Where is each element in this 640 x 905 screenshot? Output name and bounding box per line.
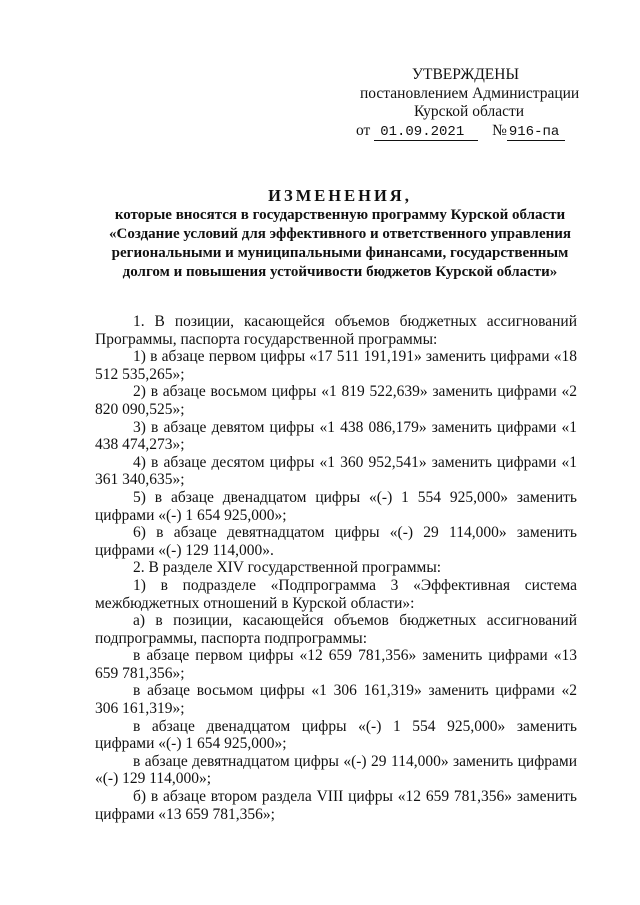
approval-line-2: Курской области: [414, 103, 525, 120]
paragraph: 1. В позиции, касающейся объемов бюджетных ассигнований Программы, паспорта государственной программы:: [95, 313, 577, 348]
paragraph: 5) в абзаце двенадцатом цифры «(-) 1 554 925,000» заменить цифрами «(-) 1 654 925,000»;: [95, 488, 577, 524]
title-line-1: которые вносятся в государственную программу Курской области: [114, 207, 566, 223]
title-line-3: региональными и муниципальными финансами, государственным: [111, 245, 569, 261]
paragraph: 4) в абзаце десятом цифры «1 360 952,541» заменить цифрами «1 361 340,635»;: [95, 453, 577, 489]
paragraph: 3) в абзаце девятом цифры «1 438 086,179» заменить цифрами «1 438 474,273»;: [95, 418, 577, 454]
paragraph: 2. В разделе XIV государственной программы:: [133, 559, 442, 577]
approval-line-1: постановлением Администрации: [360, 84, 580, 102]
paragraph: в абзаце восьмом цифры «1 306 161,319» заменить цифрами «2 306 161,319»;: [95, 682, 577, 718]
approval-date: 01.09.2021: [374, 125, 478, 141]
paragraph: б) в абзаце втором раздела VIII цифры «12 659 781,356» заменить цифрами «13 659 781,356»;: [95, 788, 577, 823]
paragraph: а) в позиции, касающейся объемов бюджетных ассигнований подпрограммы, паспорта подпрограммы:: [95, 612, 577, 647]
title-main: ИЗМЕНЕНИЯ,: [268, 186, 412, 205]
paragraph: 6) в абзаце девятнадцатом цифры «(-) 29 114,000» заменить цифрами «(-) 129 114,000».: [95, 524, 577, 559]
title-line-4: долгом и повышения устойчивости бюджетов Курской области»: [122, 264, 558, 280]
date-prefix: от: [356, 121, 371, 139]
approval-number: 916-па: [507, 125, 565, 141]
title-line-2: «Создание условий для эффективного и ответственного управления: [109, 226, 571, 242]
approval-date-row: [350, 122, 610, 141]
paragraph: в абзаце первом цифры «12 659 781,356» заменить цифрами «13 659 781,356»;: [95, 647, 577, 682]
paragraph: 1) в абзаце первом цифры «17 511 191,191» заменить цифрами «18 512 535,265»;: [95, 348, 577, 383]
paragraph: 1) в подразделе «Подпрограмма 3 «Эффективная система межбюджетных отношений в Курской области»:: [95, 576, 577, 612]
paragraph: в абзаце двенадцатом цифры «(-) 1 554 925,000» заменить цифрами «(-) 1 654 925,000»;: [95, 717, 577, 753]
approval-heading: УТВЕРЖДЕНЫ: [412, 66, 519, 83]
number-prefix: №: [492, 121, 507, 139]
document-body: [95, 313, 577, 823]
paragraph: 2) в абзаце восьмом цифры «1 819 522,639» заменить цифрами «2 820 090,525»;: [95, 383, 577, 418]
approval-block: [350, 66, 610, 141]
paragraph: в абзаце девятнадцатом цифры «(-) 29 114,000» заменить цифрами «(-) 129 114,000»;: [95, 752, 577, 788]
document-title: [80, 186, 600, 282]
